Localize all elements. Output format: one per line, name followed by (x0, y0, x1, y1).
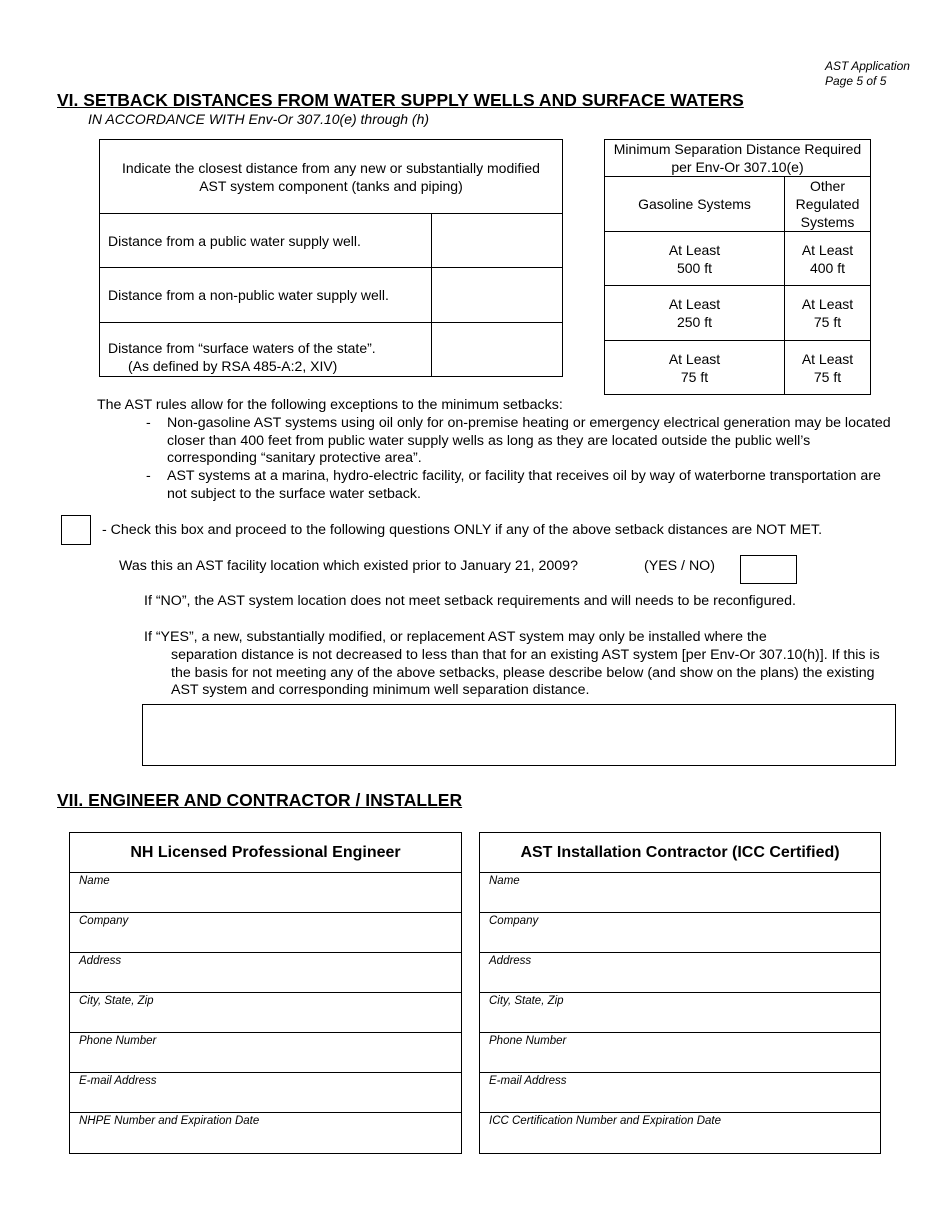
engineer-company-field[interactable]: Company (70, 913, 461, 953)
separation-table-header: Minimum Separation Distance Required per Env-Or 307.10(e) (605, 140, 871, 177)
other-min-value: 75 ft (813, 314, 842, 330)
exception-bullet: - (146, 415, 151, 431)
contractor-form (479, 832, 881, 1154)
engineer-name-field[interactable]: Name (70, 873, 461, 913)
distance-table (99, 139, 563, 377)
other-min-label: At Least (801, 296, 854, 312)
distance-label-surface-waters: Distance from “surface waters of the state”. (108, 340, 376, 356)
distance-label-public-well: Distance from a public water supply well. (100, 214, 432, 268)
contractor-form-title: AST Installation Contractor (ICC Certified) (480, 833, 880, 873)
engineer-city-state-zip-field[interactable]: City, State, Zip (70, 993, 461, 1033)
contractor-name-field[interactable]: Name (480, 873, 880, 913)
table-row (605, 341, 871, 395)
other-min-value: 75 ft (813, 369, 842, 385)
engineer-form (69, 832, 462, 1154)
setback-not-met-checkbox[interactable] (61, 515, 91, 545)
distance-label-non-public-well: Distance from a non-public water supply well. (100, 268, 432, 323)
contractor-address-field[interactable]: Address (480, 953, 880, 993)
distance-input-public-well[interactable] (432, 214, 563, 268)
if-no-text: If “NO”, the AST system location does not meet setback requirements and will needs to be reconfigured. (144, 593, 796, 609)
engineer-address-field[interactable]: Address (70, 953, 461, 993)
checkbox-instruction: - Check this box and proceed to the following questions ONLY if any of the above setback distances are NOT MET. (102, 522, 823, 538)
table-row (605, 232, 871, 286)
distance-table-header: Indicate the closest distance from any new or substantially modified AST system component (tanks and piping) (100, 140, 563, 214)
engineer-form-title: NH Licensed Professional Engineer (70, 833, 461, 873)
exception-item: AST systems at a marina, hydro-electric facility, or facility that receives oil by way of waterborne transportation are not subject to the surface water setback. (167, 468, 881, 502)
gasoline-min-label: At Least (668, 296, 721, 312)
gasoline-min-value: 500 ft (676, 260, 713, 276)
existing-facility-question: Was this an AST facility location which existed prior to January 21, 2009? (119, 558, 578, 574)
gasoline-systems-header: Gasoline Systems (605, 177, 785, 232)
contractor-icc-number-field[interactable]: ICC Certification Number and Expiration Date (489, 1115, 722, 1127)
contractor-city-state-zip-field[interactable]: City, State, Zip (480, 993, 880, 1033)
table-row (605, 286, 871, 341)
engineer-phone-field[interactable]: Phone Number (70, 1033, 461, 1073)
section-7-title: VII. ENGINEER AND CONTRACTOR / INSTALLER (57, 790, 463, 810)
gasoline-min-label: At Least (668, 242, 721, 258)
table-row (100, 214, 563, 268)
if-yes-continued: separation distance is not decreased to less than that for an existing AST system [per Env-Or 307.10(h)]. If this is the basis for not meeting any of the above setbacks, please describe below (and show on the plans) the existing AST system and corresponding minimum well separation distance. (171, 647, 880, 698)
other-min-label: At Least (801, 351, 854, 367)
yes-no-answer-box[interactable] (740, 555, 797, 584)
gasoline-min-label: At Least (668, 351, 721, 367)
other-systems-header: Other Regulated Systems (785, 177, 871, 232)
engineer-email-field[interactable]: E-mail Address (70, 1073, 461, 1113)
table-row (100, 323, 563, 377)
application-label: AST Application (825, 59, 910, 73)
separation-table (604, 139, 871, 395)
gasoline-min-value: 75 ft (680, 369, 709, 385)
contractor-company-field[interactable]: Company (480, 913, 880, 953)
page-number: Page 5 of 5 (825, 74, 887, 88)
exception-item: Non-gasoline AST systems using oil only for on-premise heating or emergency electrical generation may be located closer than 400 feet from public water supply wells as long as they are located outside the public well’s corresponding “sanitary protective area”. (167, 415, 891, 466)
exceptions-intro: The AST rules allow for the following exceptions to the minimum setbacks: (97, 397, 563, 413)
if-yes-text: If “YES”, a new, substantially modified, or replacement AST system may only be installed where the (144, 629, 767, 645)
distance-input-non-public-well[interactable] (432, 268, 563, 323)
contractor-phone-field[interactable]: Phone Number (480, 1033, 880, 1073)
other-min-label: At Least (801, 242, 854, 258)
section-6-subtitle: IN ACCORDANCE WITH Env-Or 307.10(e) through (h) (88, 111, 430, 127)
distance-input-surface-waters[interactable] (432, 323, 563, 377)
gasoline-min-value: 250 ft (676, 314, 713, 330)
other-min-value: 400 ft (809, 260, 846, 276)
contractor-email-field[interactable]: E-mail Address (480, 1073, 880, 1113)
distance-sublabel-surface-waters: (As defined by RSA 485-A:2, XIV) (128, 358, 338, 374)
engineer-nhpe-number-field[interactable]: NHPE Number and Expiration Date (79, 1115, 260, 1127)
section-6-title: VI. SETBACK DISTANCES FROM WATER SUPPLY WELLS AND SURFACE WATERS (57, 90, 744, 110)
existing-system-description-input[interactable] (142, 704, 896, 766)
yes-no-options: (YES / NO) (644, 558, 715, 574)
exception-bullet: - (146, 468, 151, 484)
page-header-note (825, 59, 910, 89)
table-row (100, 268, 563, 323)
